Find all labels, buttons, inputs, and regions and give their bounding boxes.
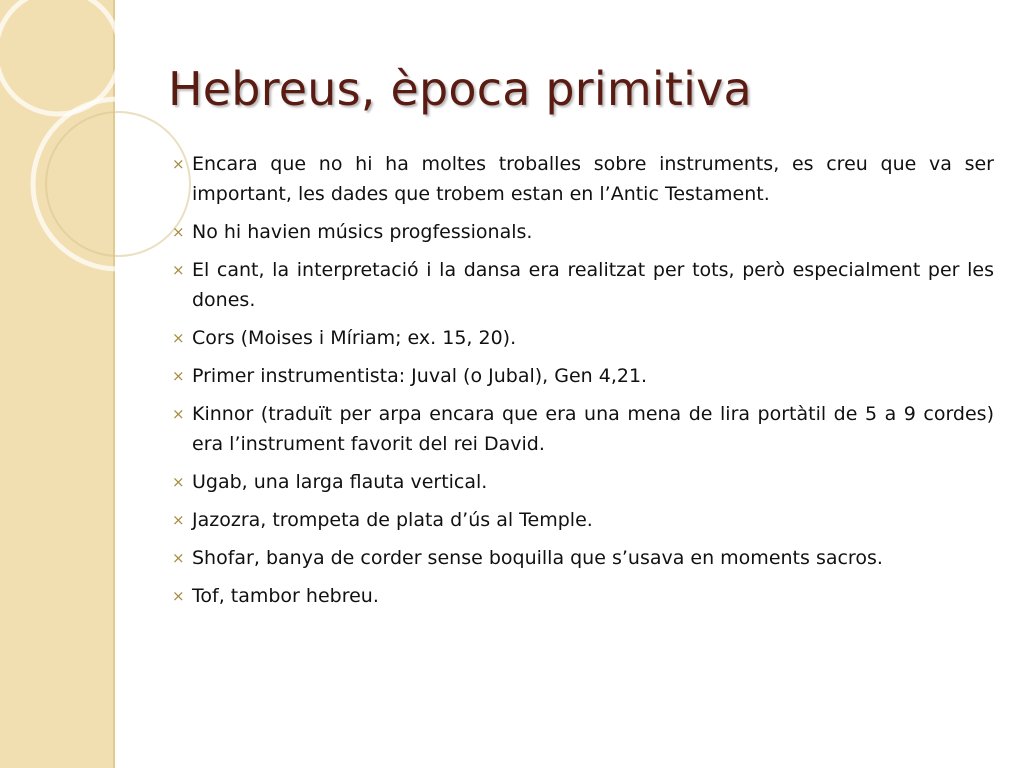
bullet-item	[172, 217, 994, 247]
bullet-list	[172, 149, 994, 619]
bullet-item	[172, 149, 994, 209]
bullet-item	[172, 361, 994, 391]
bullet-item	[172, 399, 994, 459]
bullet-item	[172, 543, 994, 573]
bullet-text: Primer instrumentista: Juval (o Jubal), Gen 4,21.	[192, 365, 648, 387]
ring-top	[0, 0, 120, 114]
bullet-marker-icon: ×	[172, 367, 185, 385]
slide-title: Hebreus, època primitiva	[168, 62, 752, 116]
bullet-item	[172, 467, 994, 497]
bullet-text: Kinnor (traduït per arpa encara que era una mena de lira portàtil de 5 a 9 cordes) era l’instrument favorit del rei David.	[192, 403, 994, 455]
bullet-text: Shofar, banya de corder sense boquilla que s’usava en moments sacros.	[192, 547, 883, 569]
bullet-marker-icon: ×	[172, 405, 185, 423]
bullet-item	[172, 323, 994, 353]
decorative-rings	[0, 0, 200, 300]
bullet-marker-icon: ×	[172, 473, 185, 491]
bullet-text: El cant, la interpretació i la dansa era realitzat per tots, però especialment per les dones.	[192, 259, 994, 311]
bullet-marker-icon: ×	[172, 223, 185, 241]
bullet-marker-icon: ×	[172, 587, 185, 605]
bullet-marker-icon: ×	[172, 511, 185, 529]
bullet-item	[172, 581, 994, 611]
bullet-text: Jazozra, trompeta de plata d’ús al Temple.	[192, 509, 593, 531]
ring-inner	[46, 112, 190, 256]
bullet-text: Cors (Moises i Míriam; ex. 15, 20).	[192, 327, 517, 349]
bullet-text: Encara que no hi ha moltes troballes sobre instruments, es creu que va ser important, les dades que trobem estan en l’Antic Testament.	[192, 153, 994, 205]
bullet-marker-icon: ×	[172, 261, 185, 279]
bullet-marker-icon: ×	[172, 329, 185, 347]
bullet-text: Ugab, una larga flauta vertical.	[192, 471, 488, 493]
bullet-item	[172, 505, 994, 535]
bullet-text: No hi havien músics progfessionals.	[192, 221, 533, 243]
bullet-text: Tof, tambor hebreu.	[192, 585, 379, 607]
bullet-marker-icon: ×	[172, 155, 185, 173]
bullet-item	[172, 255, 994, 315]
bullet-marker-icon: ×	[172, 549, 185, 567]
